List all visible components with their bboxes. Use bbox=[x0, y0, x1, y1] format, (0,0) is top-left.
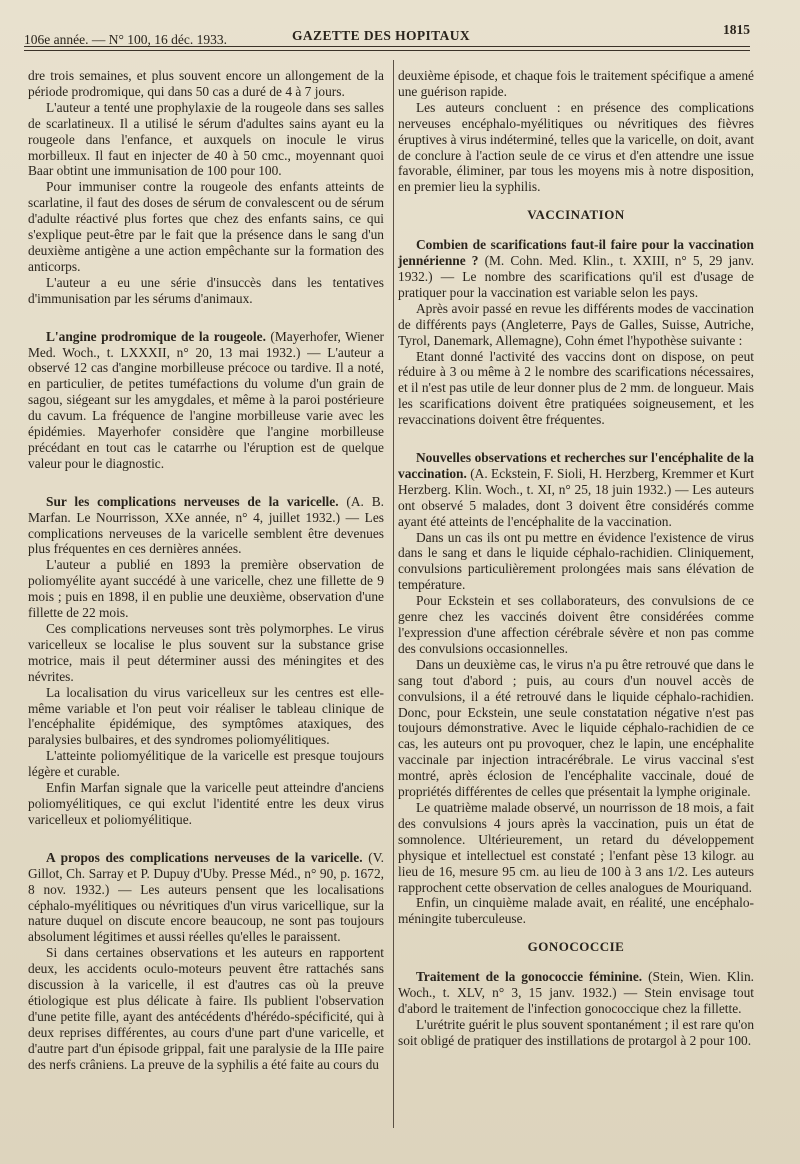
paragraph: L'urétrite guérit le plus souvent spontanément ; il est rare qu'on soit obligé de pratiquer des instillations de protargol à 2 pour 100. bbox=[398, 1016, 755, 1048]
paragraph: Le nombre des scarifications qu'il est d'usage de pratiquer pour la vaccination est variable selon les pays. bbox=[398, 268, 754, 300]
article-lead bbox=[28, 494, 384, 558]
paragraph: L'auteur a publié en 1893 la première observation de poliomyélite ayant succédé à une varicelle, chez une fillette de 9 mois ; puis en 1898, il en publie une deuxième, observation d'une fillette de 22 mois. bbox=[28, 557, 384, 621]
article-title: L'angine prodromique de la rougeole. bbox=[46, 328, 266, 344]
article-reference: (A. Eckstein, F. Sioli, H. Herzberg, Kremmer et Kurt Herzberg. Klin. Woch., t. XI, n° 25, 18 juin 1932.) — bbox=[398, 465, 754, 497]
paragraph: L'atteinte poliomyélitique de la varicelle est presque toujours légère et curable. bbox=[28, 748, 384, 780]
paragraph: Pour immuniser contre la rougeole des enfants atteints de scarlatine, il faut des doses de sérum de convalescent ou de sérum d'adulte réactivé plus fortes que chez des enfants sains, ce qui s'explique peut-être par le fait que la présence dans le sang d'un deuxième antigène a une action empêchante sur la formation des anticorps. bbox=[28, 179, 384, 274]
paragraph: Les auteurs pensent que les localisations céphalo-myélitiques ou névritiques d'un virus varicellique, sur la nature duquel on discute encore beaucoup, ne sont pas toujours absolument légitimes et aussi réelles qu'elles le paraissent. bbox=[28, 881, 384, 945]
paragraph: L'auteur a eu une série d'insuccès dans les tentatives d'immunisation par les sérums d'animaux. bbox=[28, 274, 384, 306]
paragraph: Les auteurs ont observé 5 malades, dont 3 doivent être considérés comme ayant été atteints de l'encéphalite de la vaccination. bbox=[398, 481, 755, 529]
column-divider bbox=[393, 60, 394, 1128]
article-title: Traitement de la gonococcie féminine. bbox=[416, 969, 643, 985]
journal-title: GAZETTE DES HOPITAUX bbox=[292, 28, 471, 43]
article-reference: (Mayerhofer, Wiener Med. Woch., t. LXXXII, n° 20, 13 mai 1932.) — bbox=[28, 328, 384, 360]
paragraph: Pour Eckstein et ses collaborateurs, des convulsions de ce genre chez les vaccinés doivent être considérées comme l'expression d'une affection cérébrale sévère et non pas comme des convulsions occasionnelles. bbox=[398, 593, 754, 656]
paragraph: Ces complications nerveuses sont très polymorphes. Le virus varicelleux se localise le plus souvent sur la substance grise motrice, mais il peut déterminer aussi des méningites et des névrites. bbox=[28, 621, 384, 684]
article-reference: (Stein, Wien. Klin. Woch., t. XLV, n° 3, 15 janv. 1932.) — bbox=[398, 969, 754, 1001]
paragraph: Stein envisage tout d'abord le traitement de l'infection gonococcique chez la fillette. bbox=[398, 985, 754, 1016]
article-lead bbox=[398, 450, 754, 530]
paragraph: Etant donné l'activité des vaccins dont on dispose, on peut réduire à 3 ou même à 2 le nombre des scarifications nécessaires, et il n'est pas utile de leur donner plus de 2 mm. de longueur. Mais les scarifications doivent être pratiquées soigneusement, et les revaccinations doivent être fréquentes. bbox=[398, 348, 754, 428]
section-heading-gonococcie: GONOCOCCIE bbox=[527, 939, 625, 955]
article-lead bbox=[398, 969, 754, 1017]
paragraph: Après avoir passé en revue les différents modes de vaccination de différents pays (Angleterre, Pays de Galles, Suisse, Autriche, Tyrol, Danemark, Allemagne), Cohn émet l'hypothèse suivante : bbox=[398, 300, 754, 348]
paragraph: Les auteurs concluent : en présence des complications nerveuses encéphalo-myélitiques ou névritiques des fièvres éruptives à virus indéterminé, telles que la varicelle, on doit, avant de conclure à l'action seule de ce virus et d'en attendre une issue favorable, éliminer, par tous les moyens mis à notre disposition, en premier lieu la syphilis. bbox=[398, 99, 754, 195]
paragraph: Dans un deuxième cas, le virus n'a pu être retrouvé que dans le sang tout d'abord ; puis, au cours d'un nouvel accès de convulsions, il a été retrouvé dans le liquide céphalo-rachidien. Donc, pour Eckstein, une seule constatation négative n'est pas toujours démonstrative. Avec le liquide céphalo-rachidien de ce cas, les auteurs ont pu provoquer, chez le lapin, une encéphalite vaccinale par injection intracérébrale. Le virus vaccinal s'est montré, après éclosion de l'encéphalite vaccinale, doué de propriétés différentes de celles que présentait la lymphe originale. bbox=[398, 656, 754, 800]
paragraph: L'auteur a tenté une prophylaxie de la rougeole dans ses salles de scarlatineux. Il a utilisé le sérum d'adultes sains ayant eu la rougeole dans l'enfance, et auxquels on inocule le virus morbilleux. Il faut en injecter de 40 à 50 cmc., moyennant quoi Baar obtint une immunisation de 100 pour 100. bbox=[28, 99, 384, 179]
article-lead bbox=[28, 329, 384, 472]
paragraph: Si dans certaines observations et les auteurs en rapportent deux, les accidents oculo-moteurs peuvent être rattachés sans discussion à la varicelle, il est d'autres cas où la preuve étiologique est plus délicate à faire. Ils publient l'observation d'une petite fille, ayant des antécédents d'hérédo-spécificité, qui à deux reprises différentes, au cours d'une part d'une varicelle, et d'autre part d'un épisode grippal, fait une paralysie de la IIIe paire des nerfs crâniens. La preuve de la syphilis a été faite au cours du bbox=[28, 945, 384, 1072]
header-rule-thin bbox=[24, 50, 750, 51]
article-title: Combien de scarifications faut-il faire pour la vaccination jennérienne ? bbox=[398, 237, 754, 269]
article-title: Nouvelles observations et recherches sur l'encéphalite de la vaccination. bbox=[398, 450, 754, 481]
paragraph: Les complications nerveuses de la varicelle semblent être devenues plus fréquentes en ces dernières années. bbox=[28, 509, 384, 557]
paragraph: Enfin Marfan signale que la varicelle peut atteindre d'anciens poliomyélitiques, ce qui exclut l'identité entre les deux virus varicelleux et poliomyélitique. bbox=[28, 780, 384, 827]
header-rule bbox=[24, 46, 750, 47]
right-column bbox=[398, 68, 754, 1049]
issue-info: 106e année. — N° 100, 16 déc. 1933. bbox=[24, 32, 227, 47]
article-lead bbox=[28, 850, 384, 945]
page-number: 1815 bbox=[723, 22, 750, 37]
paragraph: Le quatrième malade observé, un nourrisson de 18 mois, a fait des convulsions 4 jours après la vaccination, puis un état de somnolence. Ultérieurement, un retard du développement physique et intellectuel est constaté ; l'enfant pèse 13 kilogr. au lieu de 16, mesure 95 cm. au lieu de 100 à 3 ans 1/2. Les auteurs rapprochent cette observation de celles analogues de Mouriquand. bbox=[398, 799, 754, 895]
paragraph: deuxième épisode, et chaque fois le traitement spécifique a amené une guérison rapide. bbox=[398, 68, 754, 99]
article-reference: (M. Cohn. Med. Klin., t. XXIII, n° 5, 29 janv. 1932.) — bbox=[398, 253, 754, 284]
left-column bbox=[28, 68, 384, 1072]
paragraph: Dans un cas ils ont pu mettre en évidence l'existence de virus dans le sang et dans le liquide céphalo-rachidien. Cliniquement, convulsions particulièrement prolongées mais sans élévation de température. bbox=[398, 529, 754, 593]
section-heading-vaccination: VACCINATION bbox=[527, 207, 625, 223]
article-reference: (A. B. Marfan. Le Nourrisson, XXe année, n° 4, juillet 1932.) — bbox=[28, 493, 384, 525]
paragraph: La localisation du virus varicelleux sur les centres est elle-même variable et l'on peut voir réaliser le tableau clinique de l'encéphalite épidémique, des symptômes ataxiques, des paralysies bulbaires, et des syndromes poliomyélitiques. bbox=[28, 684, 384, 748]
paragraph: L'auteur a observé 12 cas d'angine morbilleuse précoce ou tardive. Il a noté, en particulier, de petites tuméfactions du volume d'un grain de sagou, siégeant sur les amygdales, et même à la paroi postérieure du cavum. La fréquence de l'angine morbilleuse varie avec les épidémies. Mayerhofer considère que l'angine morbilleuse précédant en tout cas le catarrhe ou l'éruption est de quelque valeur pour le diagnostic. bbox=[28, 344, 384, 471]
paragraph: dre trois semaines, et plus souvent encore un allongement de la période prodromique, qui dans 50 cas a duré de 4 à 7 jours. bbox=[28, 68, 384, 99]
article-title: Sur les complications nerveuses de la varicelle. bbox=[46, 493, 339, 509]
article-title: A propos des complications nerveuses de la varicelle. bbox=[46, 849, 363, 865]
article-lead bbox=[398, 237, 754, 301]
page-header bbox=[24, 18, 750, 47]
article-reference: (V. Gillot, Ch. Sarray et P. Dupuy d'Uby. Presse Méd., n° 90, p. 1672, 8 nov. 1932.) — bbox=[28, 849, 384, 897]
paragraph: Enfin, un cinquième malade avait, en réalité, une encéphalo-méningite tuberculeuse. bbox=[398, 895, 754, 927]
